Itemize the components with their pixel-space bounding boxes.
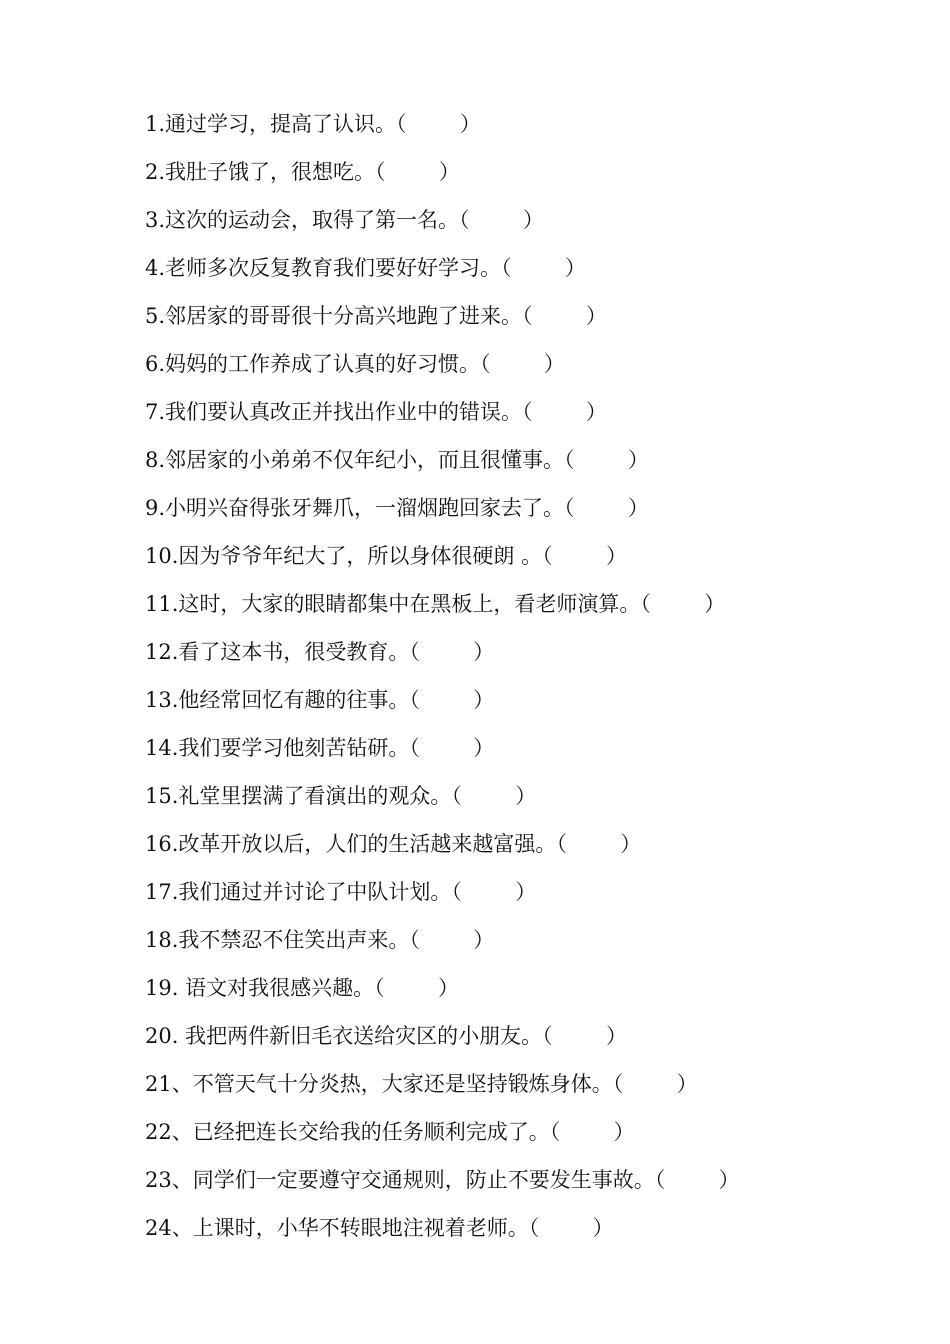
question-item-16: 16.改革开放以后，人们的生活越来越富强。（ ） (145, 832, 642, 856)
question-item-11: 11.这时，大家的眼睛都集中在黑板上，看老师演算。（ ） (145, 592, 726, 616)
question-item-5: 5.邻居家的哥哥很十分高兴地跑了进来。（ ） (145, 304, 607, 328)
question-item-14: 14.我们要学习他刻苦钻研。（ ） (145, 736, 495, 760)
question-item-15: 15.礼堂里摆满了看演出的观众。（ ） (145, 784, 537, 808)
question-item-6: 6.妈妈的工作养成了认真的好习惯。（ ） (145, 352, 565, 376)
question-item-1: 1.通过学习，提高了认识。（ ） (145, 112, 481, 136)
question-item-24: 24、上课时，小华不转眼地注视着老师。（ ） (145, 1216, 614, 1240)
question-item-4: 4.老师多次反复教育我们要好好学习。（ ） (145, 256, 586, 280)
question-item-10: 10.因为爷爷年纪大了，所以身体很硬朗 。（ ） (145, 544, 627, 568)
question-item-9: 9.小明兴奋得张牙舞爪，一溜烟跑回家去了。（ ） (145, 496, 649, 520)
question-item-23: 23、同学们一定要遵守交通规则，防止不要发生事故。（ ） (145, 1168, 740, 1192)
question-item-3: 3.这次的运动会，取得了第一名。（ ） (145, 208, 544, 232)
question-item-20: 20. 我把两件新旧毛衣送给灾区的小朋友。（ ） (145, 1024, 627, 1048)
question-item-13: 13.他经常回忆有趣的往事。（ ） (145, 688, 495, 712)
question-item-8: 8.邻居家的小弟弟不仅年纪小，而且很懂事。（ ） (145, 448, 649, 472)
question-item-22: 22、已经把连长交给我的任务顺利完成了。（ ） (145, 1120, 635, 1144)
question-item-2: 2.我肚子饿了，很想吃。（ ） (145, 160, 460, 184)
question-item-12: 12.看了这本书，很受教育。（ ） (145, 640, 495, 664)
question-item-19: 19. 语文对我很感兴趣。（ ） (145, 976, 459, 1000)
question-item-21: 21、不管天气十分炎热，大家还是坚持锻炼身体。（ ） (145, 1072, 698, 1096)
question-item-18: 18.我不禁忍不住笑出声来。（ ） (145, 928, 495, 952)
question-item-17: 17.我们通过并讨论了中队计划。（ ） (145, 880, 537, 904)
question-item-7: 7.我们要认真改正并找出作业中的错误。（ ） (145, 400, 607, 424)
